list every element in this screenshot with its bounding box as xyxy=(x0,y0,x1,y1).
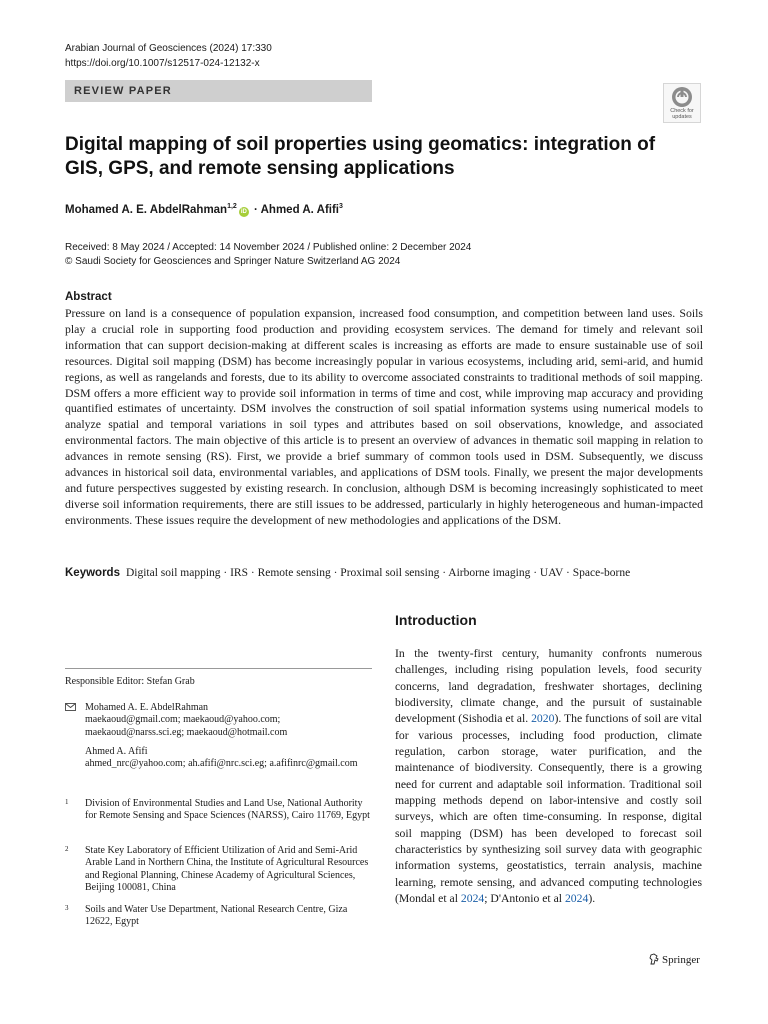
abstract-heading: Abstract xyxy=(65,291,112,303)
article-type-banner: REVIEW PAPER xyxy=(65,80,372,102)
citation-link[interactable]: 2024 xyxy=(564,892,589,906)
check-updates-line1: Check for xyxy=(670,108,694,114)
author-list xyxy=(65,203,343,217)
citation-link[interactable]: 2024 xyxy=(460,892,485,906)
author-separator: · xyxy=(250,203,261,216)
journal-header xyxy=(65,41,272,71)
journal-citation: Arabian Journal of Geosciences (2024) 17:330 xyxy=(65,43,272,54)
affiliation-text: Division of Environmental Studies and Land Use, National Authority for Remote Sensing and Space Sciences (NARSS), Cairo 11769, Egypt xyxy=(85,798,370,822)
copyright-line: © Saudi Society for Geosciences and Springer Nature Switzerland AG 2024 xyxy=(65,256,401,267)
introduction-heading: Introduction xyxy=(395,612,477,628)
responsible-editor: Responsible Editor: Stefan Grab xyxy=(65,676,195,687)
check-for-updates-badge[interactable] xyxy=(663,83,701,123)
affiliation-item xyxy=(65,904,372,929)
keywords-text: Digital soil mapping · IRS · Remote sensing · Proximal soil sensing · Airborne imaging · UAV · Space-borne xyxy=(125,567,631,579)
keywords-label: Keywords xyxy=(65,567,120,579)
publisher-logo xyxy=(648,953,700,966)
envelope-icon xyxy=(65,703,76,711)
footnote-divider xyxy=(65,668,372,669)
affiliation-text: Soils and Water Use Department, National Research Centre, Giza 12622, Egypt xyxy=(85,904,348,928)
springer-horse-icon xyxy=(648,953,659,965)
correspondence-block xyxy=(65,702,372,770)
intro-text-part: ). xyxy=(588,892,596,906)
check-updates-line2: updates xyxy=(672,114,692,120)
author-name[interactable]: Mohamed A. E. AbdelRahman xyxy=(65,203,228,216)
keywords-line xyxy=(65,567,630,579)
article-title: Digital mapping of soil properties using geomatics: integration of GIS, GPS, and remote sensing applications xyxy=(65,134,656,179)
intro-text-part: ; D'Antonio et al xyxy=(484,892,565,906)
affiliation-text: State Key Laboratory of Efficient Utilization of Arid and Semi-Arid Arable Land in Northern China, the Institute of Agricultural Resources and Regional Planning, Chinese Academy of Agricultural Sciences, Beijing 100081, China xyxy=(85,845,369,893)
affiliation-number: 3 xyxy=(65,904,69,912)
check-updates-icon xyxy=(671,86,693,108)
intro-text-part: In the twenty-first century, humanity confronts numerous challenges, including rising population levels, food security concerns, land degradation, freshwater shortages, declining biodiversity, climate change, and the pursuit of sustainable development (Sishodia et al. xyxy=(395,647,702,726)
affiliation-number: 2 xyxy=(65,845,69,853)
corresponding-author-name: Mohamed A. E. AbdelRahman xyxy=(85,702,209,713)
orcid-icon[interactable]: iD xyxy=(240,208,247,215)
affiliation-number: 1 xyxy=(65,798,69,806)
affiliation-item xyxy=(65,845,372,894)
introduction-text xyxy=(395,646,702,908)
corresponding-author-name: Ahmed A. Afifi xyxy=(85,745,148,757)
affiliation-item xyxy=(65,798,372,823)
publication-history xyxy=(65,241,471,269)
author-affiliation-sup: 1,2 xyxy=(227,203,237,210)
corresponding-author-emails[interactable]: ahmed_nrc@yahoo.com; ah.afifi@nrc.sci.eg; a.afifinrc@gmail.com xyxy=(85,758,358,770)
doi-link[interactable]: https://doi.org/10.1007/s12517-024-12132-x xyxy=(65,58,260,69)
intro-text-part: ). The functions of soil are vital for various processes, including food production, climate regulation, carbon storage, water purification, and the maintenance of biodiversity. Consequently, there is a growing need for current and adaptable soil information. Traditional soil mapping methods depend on labor-intensive and costly soil surveys, which are often time-consuming. In response, digital soil mapping (DSM) has been developed to forecast soil characteristics by synthesizing soil survey data with geographic information systems, geostatistics, terrain analysis, machine learning, remote sensing, and advanced computing technologies (Mondal et al xyxy=(395,712,702,906)
abstract-text: Pressure on land is a consequence of population expansion, increased food consumption, and competition between land uses. Soils play a crucial role in supporting food production and providing ecosystem services. The demand for timely and relevant soil information that can support decision-making at different scales is increasing as efforts are made to ensure sustainable use of soil resources. Digital soil mapping (DSM) has become increasingly popular in various ecosystems, including arid, semi-arid, and humid regions, as well as rangelands and forests, due to its ability to overcome associated constraints to traditional methods of soil mapping. DSM offers a more efficient way to provide soil information in terms of time and cost, while improving map accuracy and providing quantified estimates of uncertainty. DSM involves the construction of soil spatial information systems using numerical models to analyze spatial and temporal variations in soil types and attributes based on soil observations, knowledge, and associated environmental factors. The main objective of this article is to present an overview of advances in thematic soil mapping in relation to advances in remote sensing (RS). First, we provide a brief summary of common tools used in DSM. Subsequently, we discuss advances in historical soil data, environmental variables, and applications of DSM tools. Finally, we present the major developments and future perspectives suggested by existing research. In conclusion, although DSM is becoming increasingly sophisticated to meet diverse soil information requirements, there are still issues to be addressed, particularly in highly heterogeneous and human-impacted environments. These issues require the development of new methodologies and applications of the DSM. xyxy=(65,306,703,527)
author-affiliation-sup: 3 xyxy=(339,203,343,210)
date-history: Received: 8 May 2024 / Accepted: 14 November 2024 / Published online: 2 December 2024 xyxy=(65,242,472,253)
publisher-name: Springer xyxy=(662,954,700,966)
author-name[interactable]: Ahmed A. Afifi xyxy=(260,203,339,216)
corresponding-author-emails[interactable]: maekaoud@gmail.com; maekaoud@yahoo.com; maekaoud@narss.sci.eg; maekaoud@hotmail.com xyxy=(85,714,288,738)
citation-link[interactable]: 2020 xyxy=(531,712,555,726)
